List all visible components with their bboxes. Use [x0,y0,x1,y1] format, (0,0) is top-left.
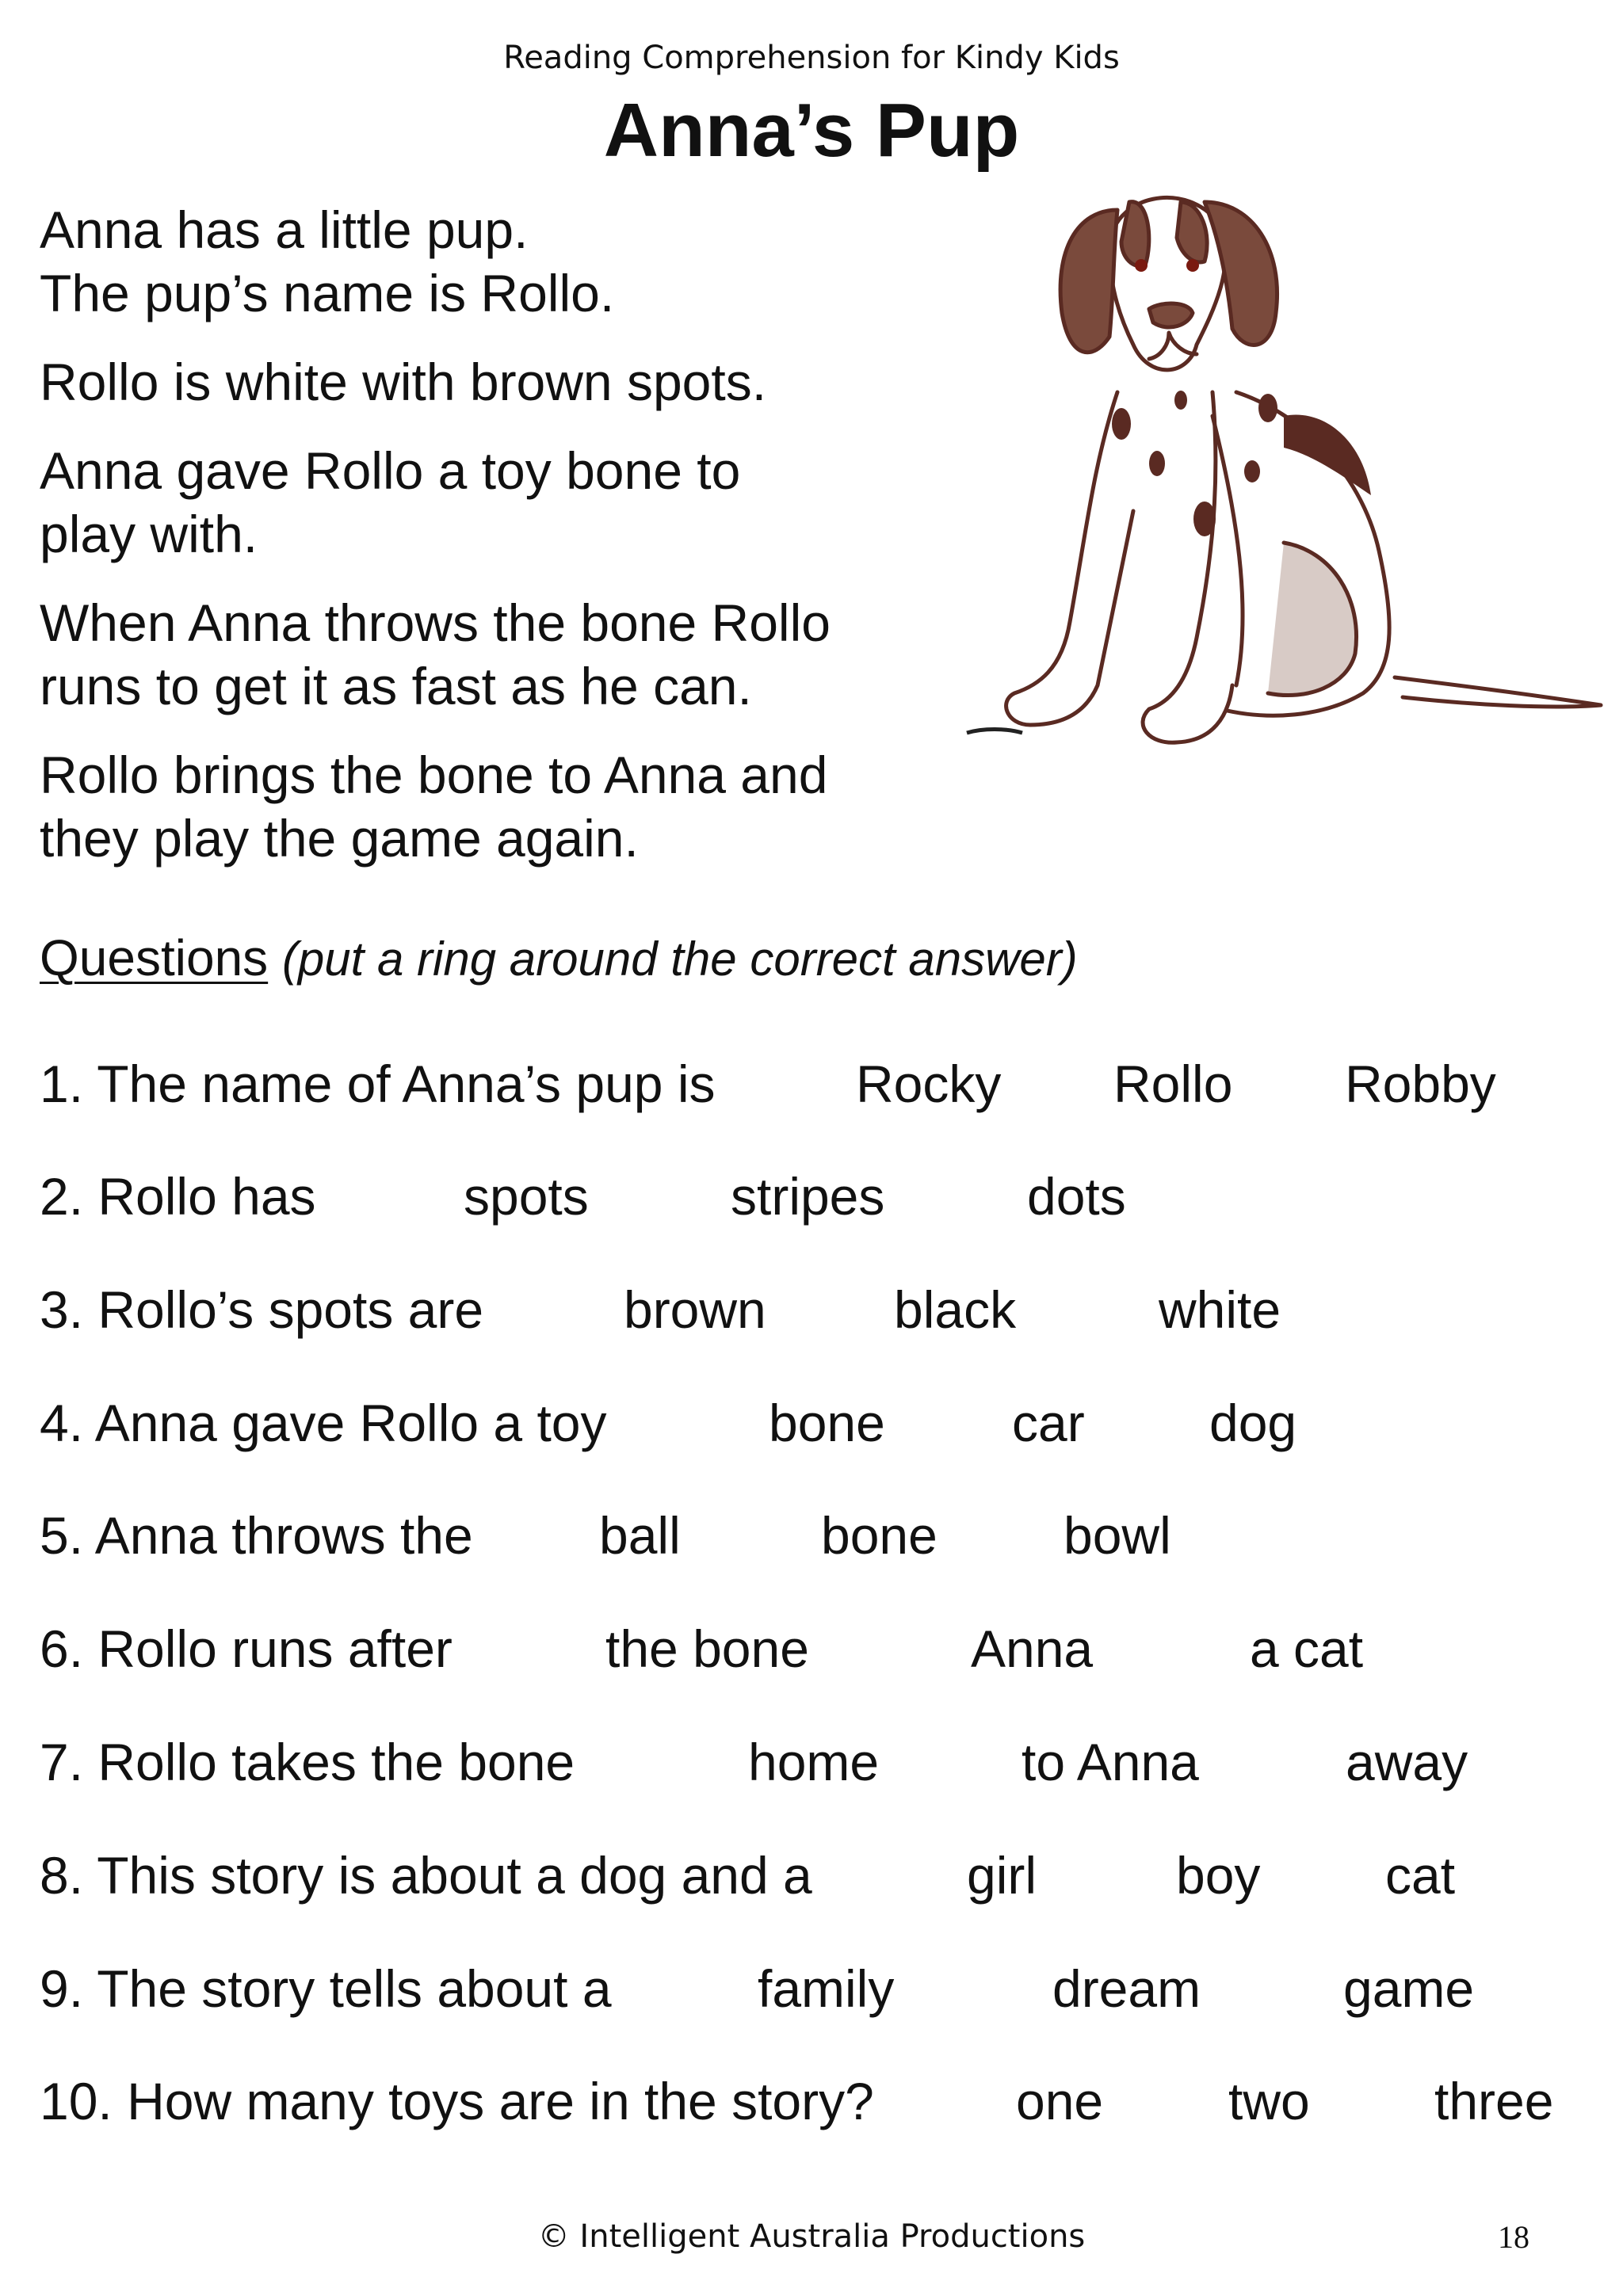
question-text: 9. The story tells about a [40,1959,612,2018]
answer-option[interactable]: white [1159,1280,1281,1339]
answer-option[interactable]: Rocky [856,1055,1002,1113]
question-text: 7. Rollo takes the bone [40,1733,575,1791]
question-text: 10. How many toys are in the story? [40,2072,874,2130]
questions-heading [40,929,1078,987]
questions-instruction: (put a ring around the correct answer) [281,933,1078,986]
answer-option[interactable]: dream [1052,1959,1201,2018]
question-text: 1. The name of Anna’s pup is [40,1055,716,1113]
answer-option[interactable]: one [1016,2072,1104,2130]
answer-option[interactable]: home [748,1733,880,1791]
answer-option[interactable]: game [1343,1959,1475,2018]
question-text: 2. Rollo has [40,1167,316,1226]
answer-option[interactable]: family [758,1959,895,2018]
answer-option[interactable]: dog [1209,1394,1297,1452]
answer-option[interactable]: away [1346,1733,1468,1791]
answer-option[interactable]: three [1434,2072,1554,2130]
answer-option[interactable]: stripes [731,1167,885,1226]
answer-option[interactable]: black [894,1280,1017,1339]
answer-option[interactable]: Robby [1345,1055,1496,1113]
answer-option[interactable]: bone [821,1506,938,1565]
page-number: 18 [1498,2219,1529,2255]
question-text: 5. Anna throws the [40,1506,473,1565]
answer-option[interactable]: Anna [971,1619,1094,1678]
story-paragraph: When Anna throws the bone Rollo runs to get it as fast as he can. [40,593,831,715]
worksheet-series-header: Reading Comprehension for Kindy Kids [503,40,1120,76]
answer-option[interactable]: Rollo [1113,1055,1233,1113]
dog-illustration-icon [951,178,1617,749]
answer-option[interactable]: brown [624,1280,766,1339]
answer-option[interactable]: a cat [1250,1619,1364,1678]
question-text: 4. Anna gave Rollo a toy [40,1394,607,1452]
story-text [40,198,951,895]
answer-option[interactable]: ball [599,1506,681,1565]
answer-option[interactable]: car [1012,1394,1085,1452]
answer-option[interactable]: to Anna [1022,1733,1199,1791]
answer-option[interactable]: bowl [1064,1506,1171,1565]
page-title: Anna’s Pup [603,88,1020,173]
questions-title: Questions [40,929,269,986]
copyright-footer: © Intelligent Australia Productions [537,2218,1086,2255]
answer-option[interactable]: dots [1027,1167,1126,1226]
answer-option[interactable]: boy [1176,1846,1261,1905]
question-text: 3. Rollo’s spots are [40,1280,484,1339]
answer-option[interactable]: spots [464,1167,589,1226]
answer-option[interactable]: bone [769,1394,885,1452]
answer-option[interactable]: the bone [605,1619,809,1678]
question-text: 8. This story is about a dog and a [40,1846,812,1905]
story-paragraph: Rollo brings the bone to Anna and they play the game again. [40,746,828,868]
question-text: 6. Rollo runs after [40,1619,453,1678]
story-paragraph: Anna has a little pup. The pup’s name is Rollo. [40,200,615,322]
answer-option[interactable]: cat [1385,1846,1456,1905]
answer-option[interactable]: girl [967,1846,1037,1905]
story-paragraph: Rollo is white with brown spots. [40,353,767,411]
story-paragraph: Anna gave Rollo a toy bone to play with. [40,441,741,563]
answer-option[interactable]: two [1228,2072,1310,2130]
